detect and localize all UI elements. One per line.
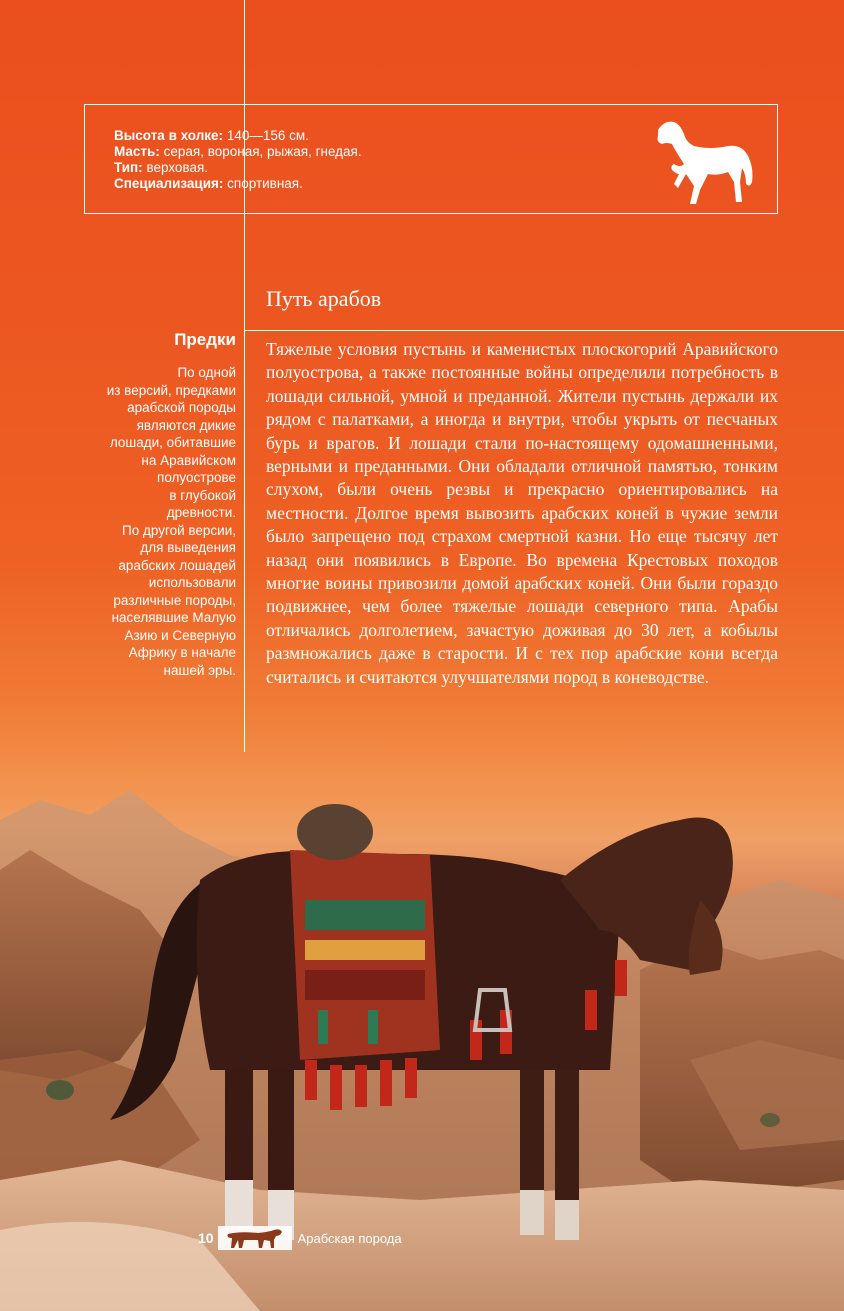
horse-thumbnail-icon — [218, 1226, 292, 1250]
breed-info — [114, 128, 362, 192]
sidebar-title: Предки — [174, 330, 236, 349]
page-footer — [198, 1226, 402, 1250]
article-body: Тяжелые условия пустынь и каменистых плоскогорий Аравийского полуострова, а также постоянные войны определили потребность в лошади сильной, умной и преданной. Жители пустынь держали их рядом с палатками, а иногда и внутри, чтобы укрыть от песчаных бурь и врагов. И лошади стали по-настоящему одомашненными, верными и преданными. Они обладали отличной памятью, тонким слухом, были очень резвы и прекрасно ориентировались на местности. Долгое время вывозить арабских коней в чужие земли было запрещено под страхом смертной казни. Но еще тысячу лет назад они появились в Европе. Во времена Крестовых походов многие воины привозили домой арабских коней. Они были гораздо подвижнее, чем более тяжелые лошади северного типа. Арабы отличались долголетием, зачастую доживая до 30 лет, а кобылы размножались даже в старости. И с тех пор арабские кони всегда считались и считаются улучшателями пород в коневодстве. — [266, 339, 778, 687]
info-color: Масть: серая, вороная, рыжая, гнедая. — [114, 144, 362, 159]
page-number: 10 — [198, 1230, 214, 1246]
info-specialization: Специализация: спортивная. — [114, 176, 303, 191]
horizontal-divider — [244, 330, 844, 331]
section-title: Путь арабов — [266, 286, 382, 311]
info-height: Высота в холке: 140—156 см. — [114, 128, 309, 143]
info-type: Тип: верховая. — [114, 160, 209, 175]
footer-label: Арабская порода — [297, 1230, 402, 1246]
horse-icon — [650, 112, 760, 208]
sidebar-text: По одной из версий, предками арабской породы являются дикие лошади, обитавшие на Аравийском полуострове в глубокой древности. По другой версии, для выведения арабских лошадей использовали различные породы, населявшие Малую Азию и Северную Африку в начале нашей эры. — [106, 365, 236, 678]
desert-horse-photo — [0, 760, 844, 1311]
